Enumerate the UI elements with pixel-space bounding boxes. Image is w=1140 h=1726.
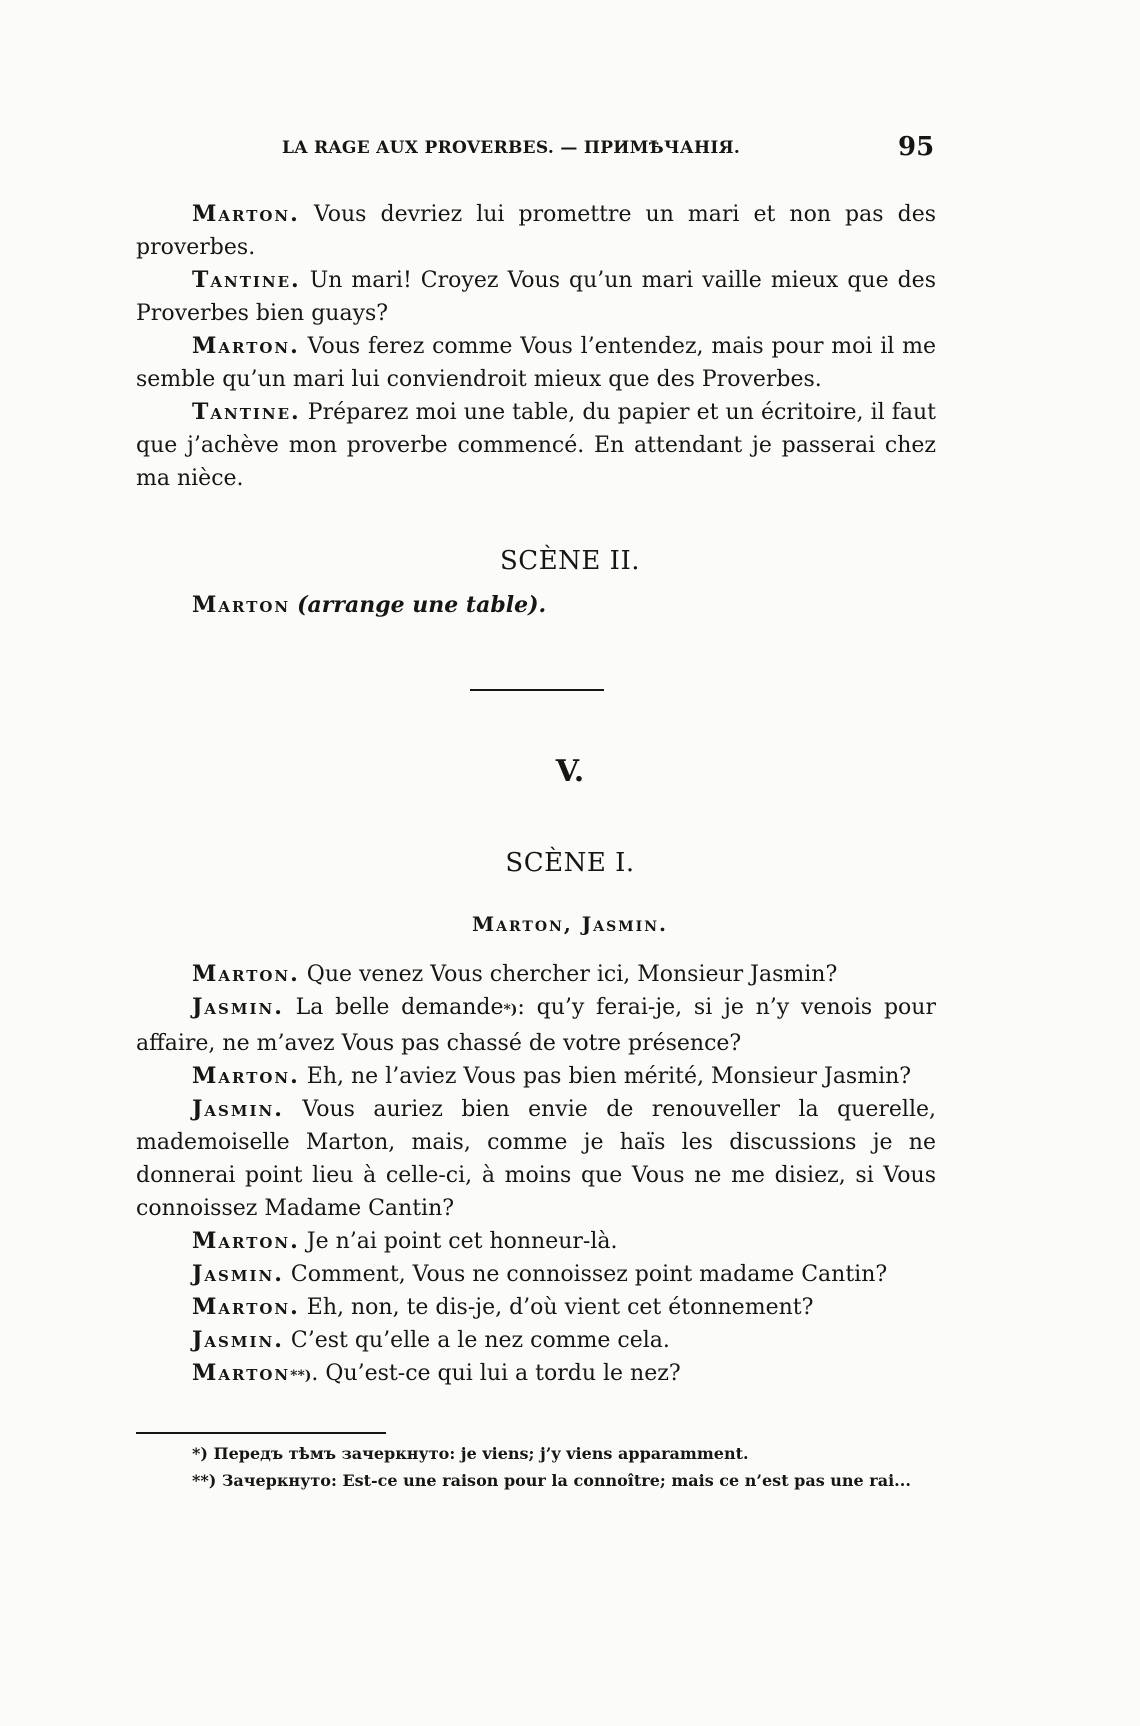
dialogue-text: Vous ferez comme Vous l’entendez, mais pour moi il me semble qu’un mari lui conviendroit mieux que des Proverbes. — [136, 334, 936, 392]
dialogue-paragraph — [136, 1291, 936, 1324]
dialogue-text: Eh, non, te dis-je, d’où vient cet étonnement? — [299, 1295, 814, 1320]
footnote-text: Зачеркнуто: Est-ce une raison pour la connoître; mais ce n’est pas une rai... — [216, 1471, 911, 1490]
dialogue-paragraph — [136, 330, 936, 396]
speaker-name: Marton. — [192, 1063, 300, 1089]
dialogue-text: La belle demande — [283, 995, 504, 1020]
footnotes — [136, 1440, 936, 1494]
act-numeral: V. — [555, 754, 585, 789]
dialogue-text: Vous auriez bien envie de renouveller la querelle, mademoiselle Marton, mais, comme je haïs les discussions je ne donnerai point lieu à celle-ci, à moins que Vous ne me disiez, si Vous connoissez Madame Cantin? — [136, 1097, 936, 1221]
scene-2-title: SCÈNE II. — [500, 546, 640, 576]
dialogue-text: Comment, Vous ne connoissez point madame Cantin? — [283, 1262, 888, 1287]
dialogue-paragraph — [136, 1324, 936, 1357]
speaker-name: Marton — [192, 592, 291, 618]
speaker-name: Marton. — [192, 201, 300, 227]
dialogue-text: C’est qu’elle a le nez comme cela. — [283, 1328, 670, 1353]
dialogue-paragraph — [136, 991, 936, 1060]
speaker-name: Marton. — [192, 333, 300, 359]
dialogue-paragraph — [136, 396, 936, 495]
dialogue-block-1 — [136, 198, 936, 495]
dialogue-block-2 — [136, 958, 936, 1393]
speaker-name: Jasmin. — [192, 994, 284, 1020]
footnote-mark: *) — [192, 1444, 208, 1463]
dialogue-paragraph — [136, 1225, 936, 1258]
speaker-name: Tantine. — [192, 267, 301, 293]
speaker-name: Jasmin. — [192, 1327, 284, 1353]
dialogue-paragraph — [136, 1258, 936, 1291]
speaker-name: Tantine. — [192, 399, 301, 425]
stage-direction: (arrange une table). — [297, 592, 547, 618]
speaker-name: Jasmin. — [192, 1261, 284, 1287]
scene-1-characters: Marton, Jasmin. — [472, 912, 668, 936]
page-number: 95 — [898, 132, 935, 162]
dialogue-text-rest: : qu’y ferai-je, si je n’y venois pour affaire, ne m’avez Vous pas chassé de votre présence? — [136, 995, 936, 1056]
dialogue-text: Eh, ne l’aviez Vous pas bien mérité, Monsieur Jasmin? — [299, 1064, 912, 1089]
dialogue-paragraph — [136, 1093, 936, 1225]
scene-1-title: SCÈNE I. — [505, 848, 635, 878]
footnote-ref: **) — [290, 1368, 312, 1384]
speaker-name: Marton. — [192, 961, 300, 987]
dialogue-text: Un mari! Croyez Vous qu’un mari vaille mieux que des Proverbes bien guays? — [136, 268, 936, 326]
dialogue-text: Que venez Vous chercher ici, Monsieur Jasmin? — [299, 962, 838, 987]
scene-2-stage-direction — [192, 592, 546, 618]
footnote — [136, 1440, 936, 1467]
dialogue-paragraph — [136, 1060, 936, 1093]
footnote-divider — [136, 1432, 386, 1434]
dialogue-text: Préparez moi une table, du papier et un écritoire, il faut que j’achève mon proverbe commencé. En attendant je passerai chez ma nièce. — [136, 400, 936, 491]
dialogue-paragraph — [136, 264, 936, 330]
dialogue-paragraph — [136, 958, 936, 991]
speaker-name: Jasmin. — [192, 1096, 284, 1122]
section-divider — [470, 689, 604, 691]
speaker-name: Marton — [192, 1360, 291, 1386]
dialogue-text-rest: . Qu’est-ce qui lui a tordu le nez? — [311, 1361, 681, 1386]
footnote-mark: **) — [192, 1471, 217, 1490]
speaker-name: Marton. — [192, 1294, 300, 1320]
dialogue-paragraph — [136, 1357, 936, 1393]
footnote-text: Передъ тѣмъ зачеркнуто: je viens; j’y viens apparamment. — [207, 1444, 749, 1463]
dialogue-text: Vous devriez lui promettre un mari et non pas des proverbes. — [136, 202, 936, 260]
running-title: LA RAGE AUX PROVERBES. — ПРИМѢЧАНІЯ. — [282, 138, 741, 158]
footnote-ref: *) — [503, 1002, 518, 1018]
footnote — [136, 1467, 936, 1494]
dialogue-paragraph — [136, 198, 936, 264]
dialogue-text: Je n’ai point cet honneur-là. — [299, 1229, 618, 1254]
speaker-name: Marton. — [192, 1228, 300, 1254]
